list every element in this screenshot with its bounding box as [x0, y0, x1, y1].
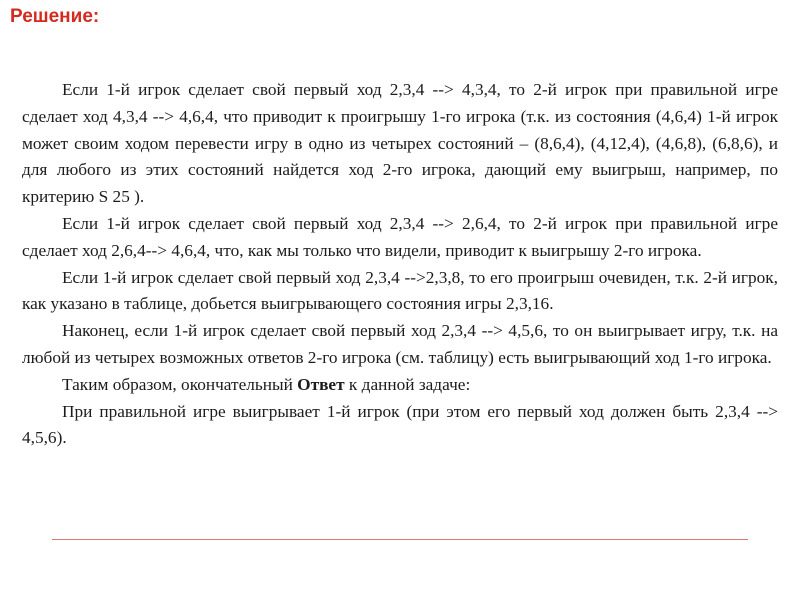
conclusion-before: Таким образом, окончательный	[62, 374, 298, 394]
answer-label: Ответ	[297, 374, 345, 394]
conclusion-after: к данной задаче:	[344, 374, 471, 394]
paragraph-move-264: Если 1-й игрок сделает свой первый ход 2,3,4 --> 2,6,4, то 2-й игрок при правильной игре сделает ход 2,6,4--> 4,6,4, что, как мы только что видели, приводит к выигрышу 2-го игрока.	[22, 213, 778, 260]
footer-divider	[52, 539, 748, 540]
slide-heading: Решение:	[10, 6, 100, 27]
scanned-text-block	[22, 77, 778, 452]
paragraph-move-238: Если 1-й игрок сделает свой первый ход 2,3,4 -->2,3,8, то его проигрыш очевиден, т.к. 2-й игрок, как указано в таблице, добьется выигрывающего состояния игры 2,3,16.	[22, 267, 778, 314]
final-answer: При правильной игре выигрывает 1-й игрок (при этом его первый ход должен быть 2,3,4 --> 4,5,6).	[22, 401, 778, 448]
paragraph-move-434: Если 1-й игрок сделает свой первый ход 2,3,4 --> 4,3,4, то 2-й игрок при правильной игре сделает ход 4,3,4 --> 4,6,4, что приводит к проигрышу 1-го игрока (т.к. из состояния (4,6,4) 1-й игрок может своим ходом перевести игру в одно из четырех состояний – (8,6,4), (4,12,4), (4,6,8), (6,8,6), и для любого из этих состояний найдется ход 2-го игрока, дающий ему выигрыш, например, по критерию S 25 ).	[22, 80, 778, 207]
conclusion-line	[22, 372, 778, 399]
paragraph-move-456: Наконец, если 1-й игрок сделает свой первый ход 2,3,4 --> 4,5,6, то он выигрывает игру, т.к. на любой из четырех возможных ответов 2-го игрока (см. таблицу) есть выигрывающий ход 1-го игрока.	[22, 321, 778, 367]
